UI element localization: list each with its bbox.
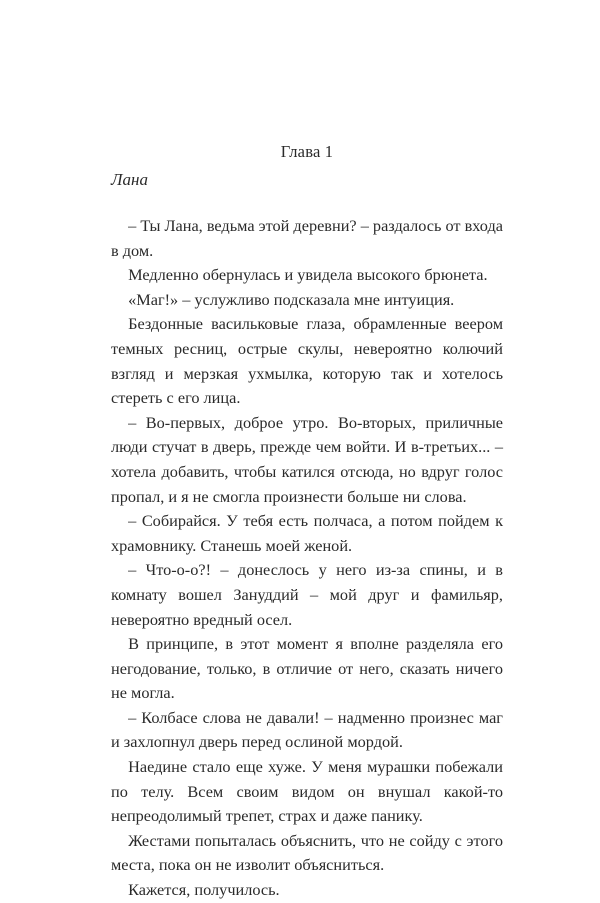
paragraph: В принципе, в этот момент я вполне разделяла его негодование, только, в отличие от него, сказать ничего не могла. [111, 634, 503, 703]
body-text [111, 214, 503, 903]
paragraph: – Собирайся. У тебя есть полчаса, а потом пойдем к храмовнику. Станешь моей женой. [111, 511, 503, 555]
paragraph: Наедине стало еще хуже. У меня мурашки побежали по телу. Всем своим видом он внушал какой-то непреодолимый трепет, страх и даже панику. [111, 757, 503, 826]
chapter-title: Глава 1 [280, 142, 334, 161]
paragraph: Жестами попыталась объяснить, что не сойду с этого места, пока он не изволит объясниться. [111, 830, 503, 875]
book-page [111, 140, 503, 903]
paragraph: Кажется, получилось. [128, 880, 280, 900]
paragraph: – Колбасе слова не давали! – надменно произнес маг и захлопнул дверь перед ослиной мордой. [111, 707, 503, 752]
paragraph: «Маг!» – услужливо подсказала мне интуиция. [128, 289, 455, 309]
paragraph: – Что-о-о?! – донеслось у него из-за спины, и в комнату вошел Зануддий – мой друг и фамильяр, невероятно вредный осел. [111, 560, 503, 629]
paragraph: – Ты Лана, ведьма этой деревни? – раздалось от входа в дом. [111, 216, 503, 260]
chapter-subtitle: Лана [111, 170, 148, 189]
paragraph: – Во-первых, доброе утро. Во-вторых, приличные люди стучат в дверь, прежде чем войти. И в-третьих... – хотела добавить, чтобы катился отсюда, но вдруг голос пропал, и я не смогла произнести больше ни слова. [111, 412, 503, 506]
paragraph: Бездонные васильковые глаза, обрамленные веером темных ресниц, острые скулы, невероятно колючий взгляд и мерзкая ухмылка, которую так и хотелось стереть с его лица. [111, 314, 503, 408]
paragraph: Медленно обернулась и увидела высокого брюнета. [128, 265, 488, 285]
